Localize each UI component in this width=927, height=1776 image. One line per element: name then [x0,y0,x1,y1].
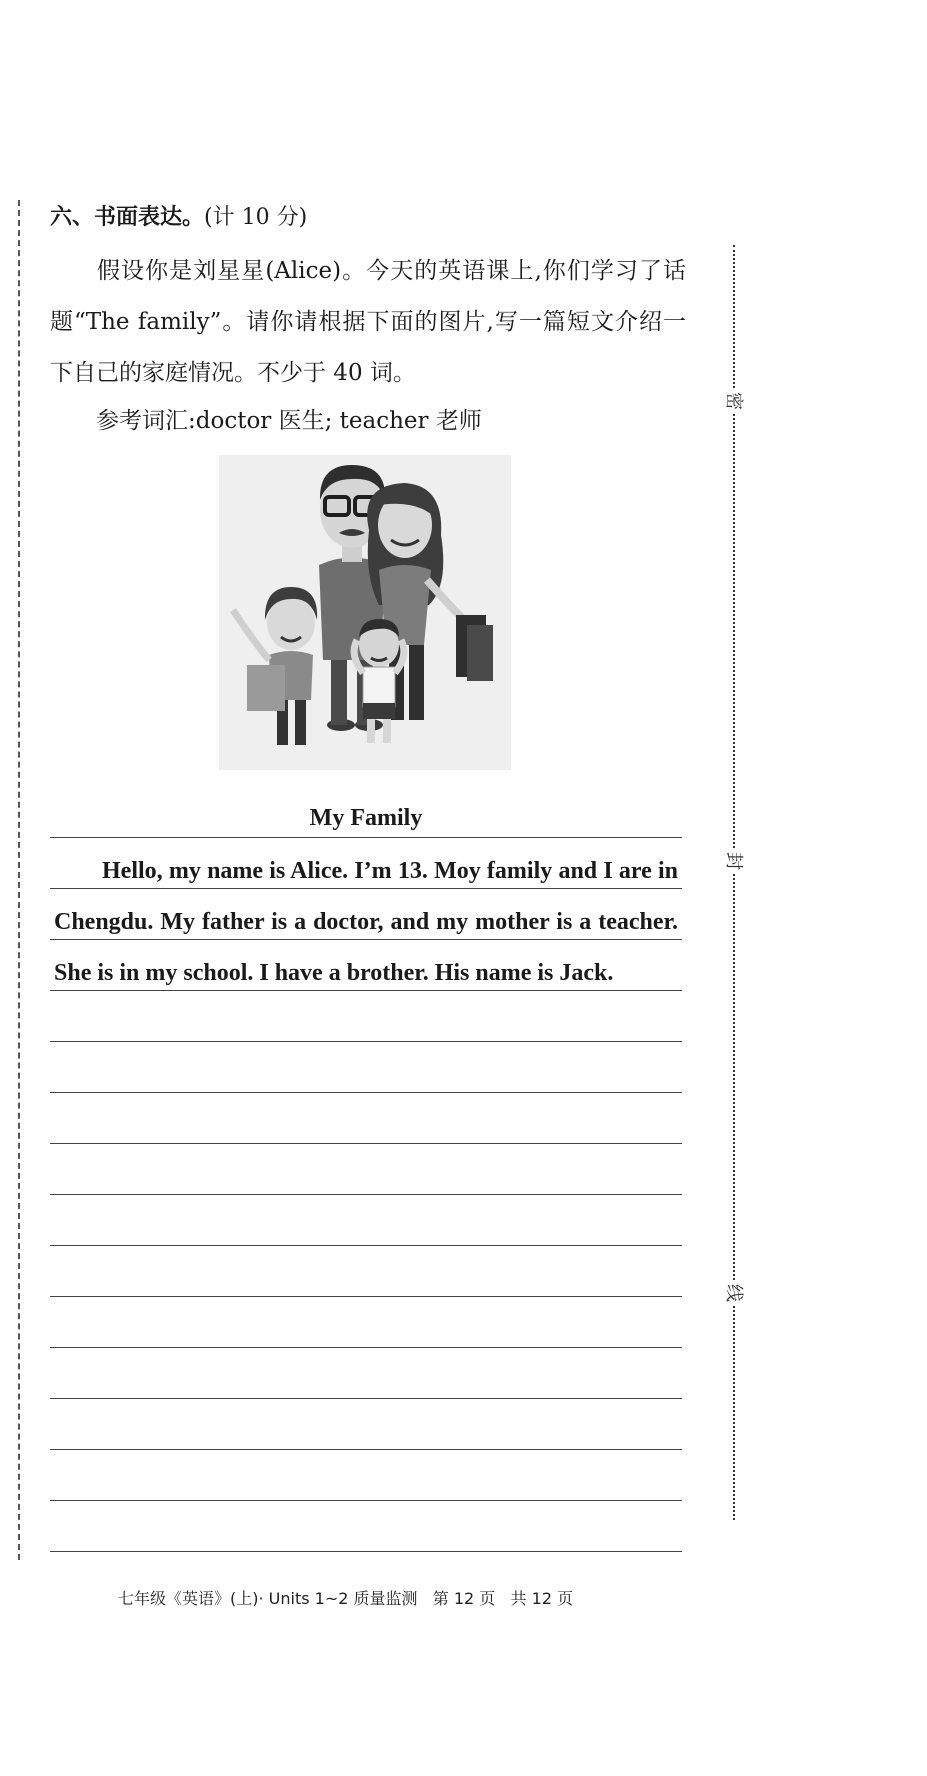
seal-dotted-line [733,245,735,1520]
reference-vocabulary: 参考词汇:doctor 医生; teacher 老师 [96,408,482,434]
writing-line [50,1449,682,1450]
seal-char-feng: 封 [723,852,744,870]
page-footer: 七年级《英语》(上)· Units 1~2 质量监测 第 12 页 共 12 页 [118,1589,574,1608]
writing-line [50,1347,682,1348]
writing-line [50,1398,682,1399]
writing-line [50,1551,682,1552]
writing-line [50,837,682,838]
writing-prompt [50,246,686,399]
writing-line [50,1194,682,1195]
section-points: (计 10 分) [204,205,308,230]
section-title: 六、书面表达。 [50,205,205,230]
writing-line [50,1245,682,1246]
section-heading [50,200,307,231]
essay-body: Hello, my name is Alice. I’m 13. Moy family and I are in Chengdu. My father is a doctor, and my mother is a teacher. She is in my school. I have a brother. His name is Jack. [54,858,678,986]
essay-title: My Family [309,805,423,831]
prompt-text: 假设你是刘星星(Alice)。今天的英语课上,你们学习了话题“The family”。请你请根据下面的图片,写一篇短文介绍一下自己的家庭情况。不少于 40 词。 [50,258,686,386]
seal-char-xian: 线 [723,1284,744,1302]
writing-line [50,1041,682,1042]
family-illustration-icon [219,455,511,770]
writing-line [50,1296,682,1297]
writing-line [50,1500,682,1501]
seal-char-mi: 密 [723,392,744,410]
essay-answer [54,846,678,999]
binding-dashed-line [18,200,20,1560]
writing-line [50,1143,682,1144]
writing-line [50,1092,682,1093]
